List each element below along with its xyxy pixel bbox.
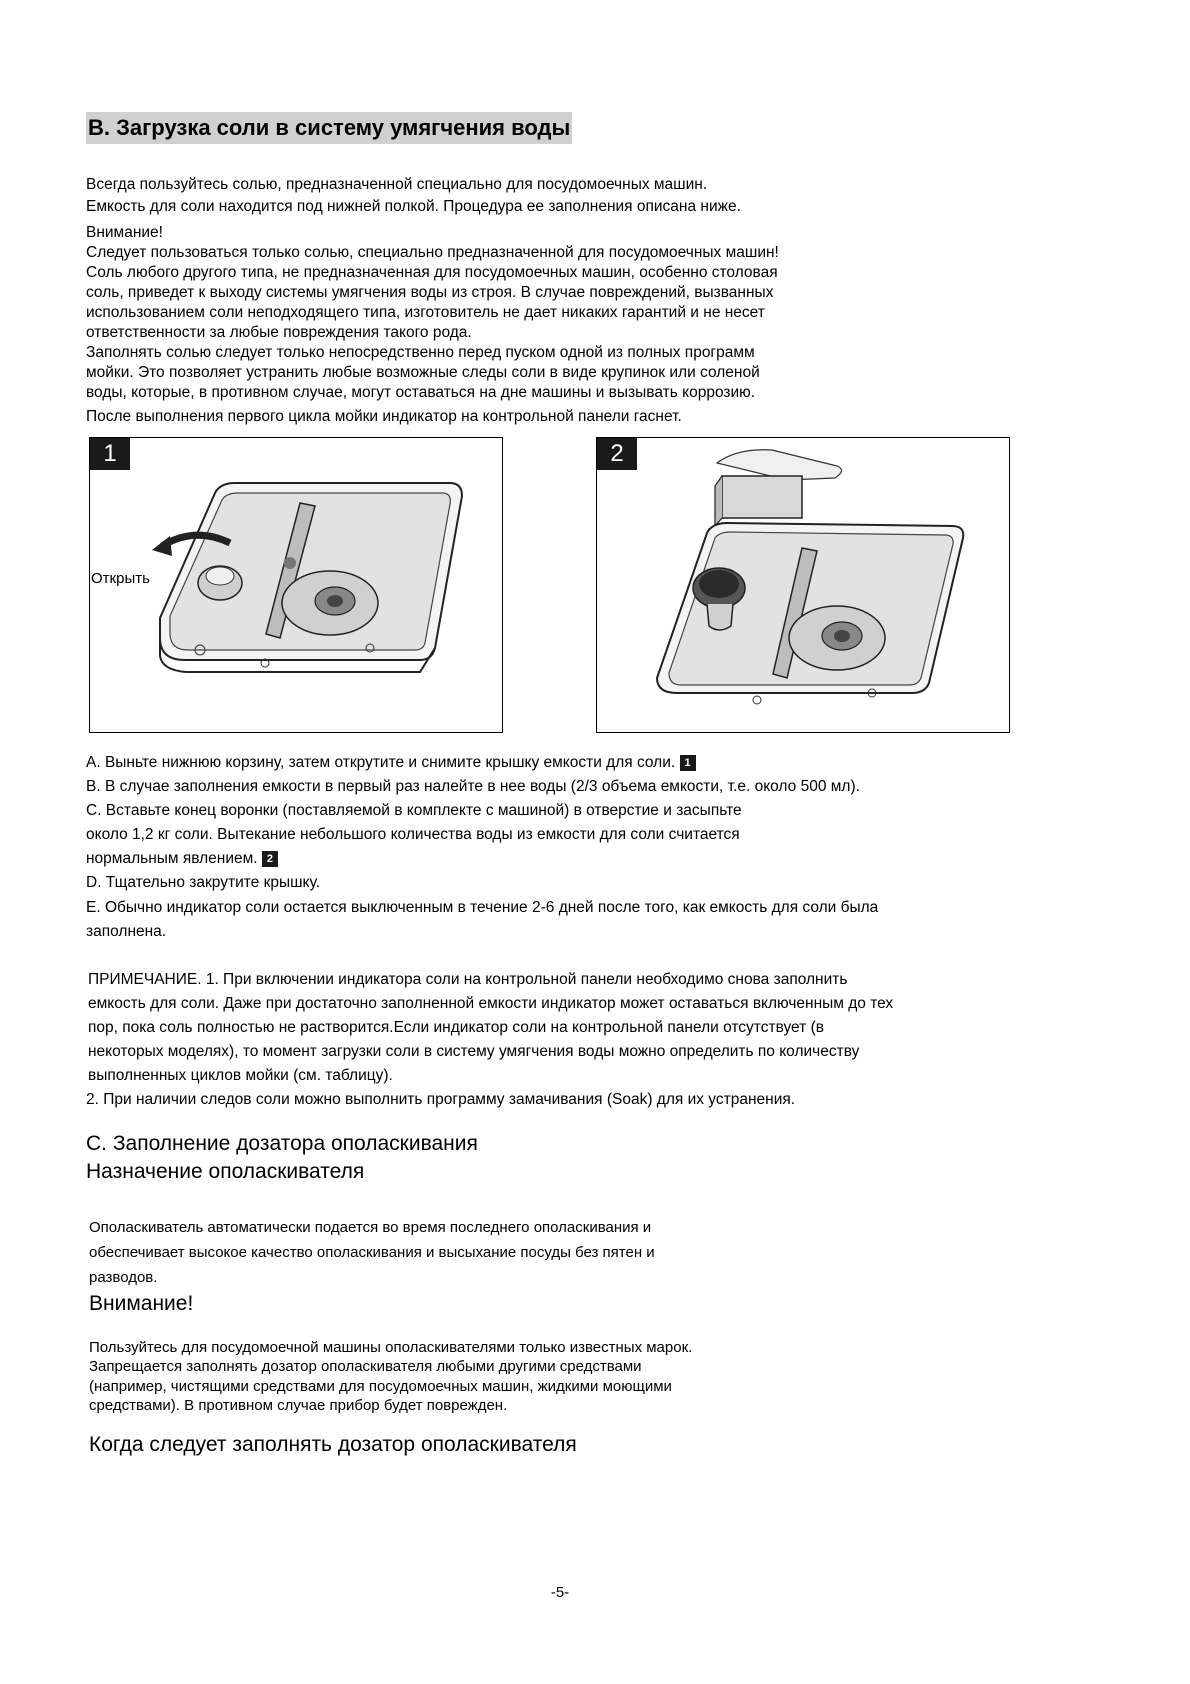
note-line: некоторых моделях), то момент загрузки соли в систему умягчения воды можно определить по количеству [88, 1043, 860, 1060]
figure-2-badge: 2 [597, 438, 637, 470]
page-number: -5- [550, 1584, 570, 1601]
step-b: B. В случае заполнения емкости в первый раз налейте в нее воды (2/3 объема емкости, т.е. около 500 мл). [86, 778, 860, 795]
step-d: D. Тщательно закрутите крышку. [86, 874, 321, 891]
intro-line: использованием соли неподходящего типа, изготовитель не дает никаких гарантий и не несет [86, 304, 765, 321]
intro-line: соль, приведет к выходу системы умягчения воды из строя. В случае повреждений, вызванных [86, 284, 774, 301]
figure-ref-2: 2 [262, 851, 278, 867]
step-a: A. Выньте нижнюю корзину, затем открутите и снимите крышку емкости для соли. 1 [86, 753, 696, 773]
purpose-line: Ополаскиватель автоматически подается во время последнего ополаскивания и [89, 1219, 652, 1236]
note-line: ПРИМЕЧАНИЕ. 1. При включении индикатора соли на контрольной панели необходимо снова заполнить [88, 971, 848, 988]
intro-line: Внимание! [86, 224, 163, 241]
note-line: 2. При наличии следов соли можно выполнить программу замачивания (Soak) для их устранения. [86, 1091, 796, 1108]
purpose-line: разводов. [89, 1269, 158, 1286]
attention-line: средствами). В противном случае прибор будет поврежден. [89, 1397, 508, 1414]
step-e-line2: заполнена. [86, 923, 167, 940]
attention-line: Пользуйтесь для посудомоечной машины ополаскивателями только известных марок. [89, 1339, 693, 1356]
intro-line: После выполнения первого цикла мойки индикатор на контрольной панели гаснет. [86, 408, 682, 425]
intro-line: мойки. Это позволяет устранить любые возможные следы соли в виде крупинок или соленой [86, 364, 760, 381]
step-c-line2: около 1,2 кг соли. Вытекание небольшого количества воды из емкости для соли считается [86, 826, 740, 843]
note-line: емкость для соли. Даже при достаточно заполненной емкости индикатор может оставаться включенным до тех [88, 995, 894, 1012]
note-line: пор, пока соль полностью не растворится.Если индикатор соли на контрольной панели отсутствует (в [88, 1019, 824, 1036]
purpose-heading: Назначение ополаскивателя [86, 1160, 365, 1183]
section-b-title: B. Загрузка соли в систему умягчения воды [86, 112, 572, 144]
attention-line: Запрещается заполнять дозатор ополаскивателя любыми другими средствами [89, 1358, 642, 1375]
step-e-line1: E. Обычно индикатор соли остается выключенным в течение 2-6 дней после того, как емкость для соли была [86, 899, 879, 916]
figure-1-open-salt-cap [89, 437, 503, 733]
purpose-line: обеспечивает высокое качество ополаскивания и высыхание посуды без пятен и [89, 1244, 655, 1261]
figure-2-fill-salt [596, 437, 1010, 733]
open-label: Открыть [91, 570, 150, 587]
section-c-title: C. Заполнение дозатора ополаскивания [86, 1132, 478, 1155]
intro-line: Всегда пользуйтесь солью, предназначенной специально для посудомоечных машин. [86, 176, 708, 193]
attention-heading: Внимание! [89, 1292, 194, 1315]
intro-line: Заполнять солью следует только непосредственно перед пуском одной из полных программ [86, 344, 755, 361]
intro-line: Емкость для соли находится под нижней полкой. Процедура ее заполнения описана ниже. [86, 198, 741, 215]
dishwasher-bottom-illustration-1 [90, 438, 501, 731]
figure-1-badge: 1 [90, 438, 130, 470]
figure-ref-1: 1 [680, 755, 696, 771]
note-line: выполненных циклов мойки (см. таблицу). [88, 1067, 393, 1084]
when-to-fill-heading: Когда следует заполнять дозатор ополаскивателя [89, 1433, 577, 1456]
intro-line: Соль любого другого типа, не предназначенная для посудомоечных машин, особенно столовая [86, 264, 778, 281]
intro-line: Следует пользоваться только солью, специально предназначенной для посудомоечных машин! [86, 244, 779, 261]
intro-line: ответственности за любые повреждения такого рода. [86, 324, 472, 341]
attention-line: (например, чистящими средствами для посудомоечных машин, жидкими моющими [89, 1378, 672, 1395]
step-c-line1: C. Вставьте конец воронки (поставляемой в комплекте с машиной) в отверстие и засыпьте [86, 802, 742, 819]
step-c-line3: нормальным явлением. 2 [86, 849, 278, 869]
intro-line: воды, которые, в противном случае, могут оставаться на дне машины и вызывать коррозию. [86, 384, 756, 401]
dishwasher-bottom-illustration-2 [597, 438, 1008, 731]
